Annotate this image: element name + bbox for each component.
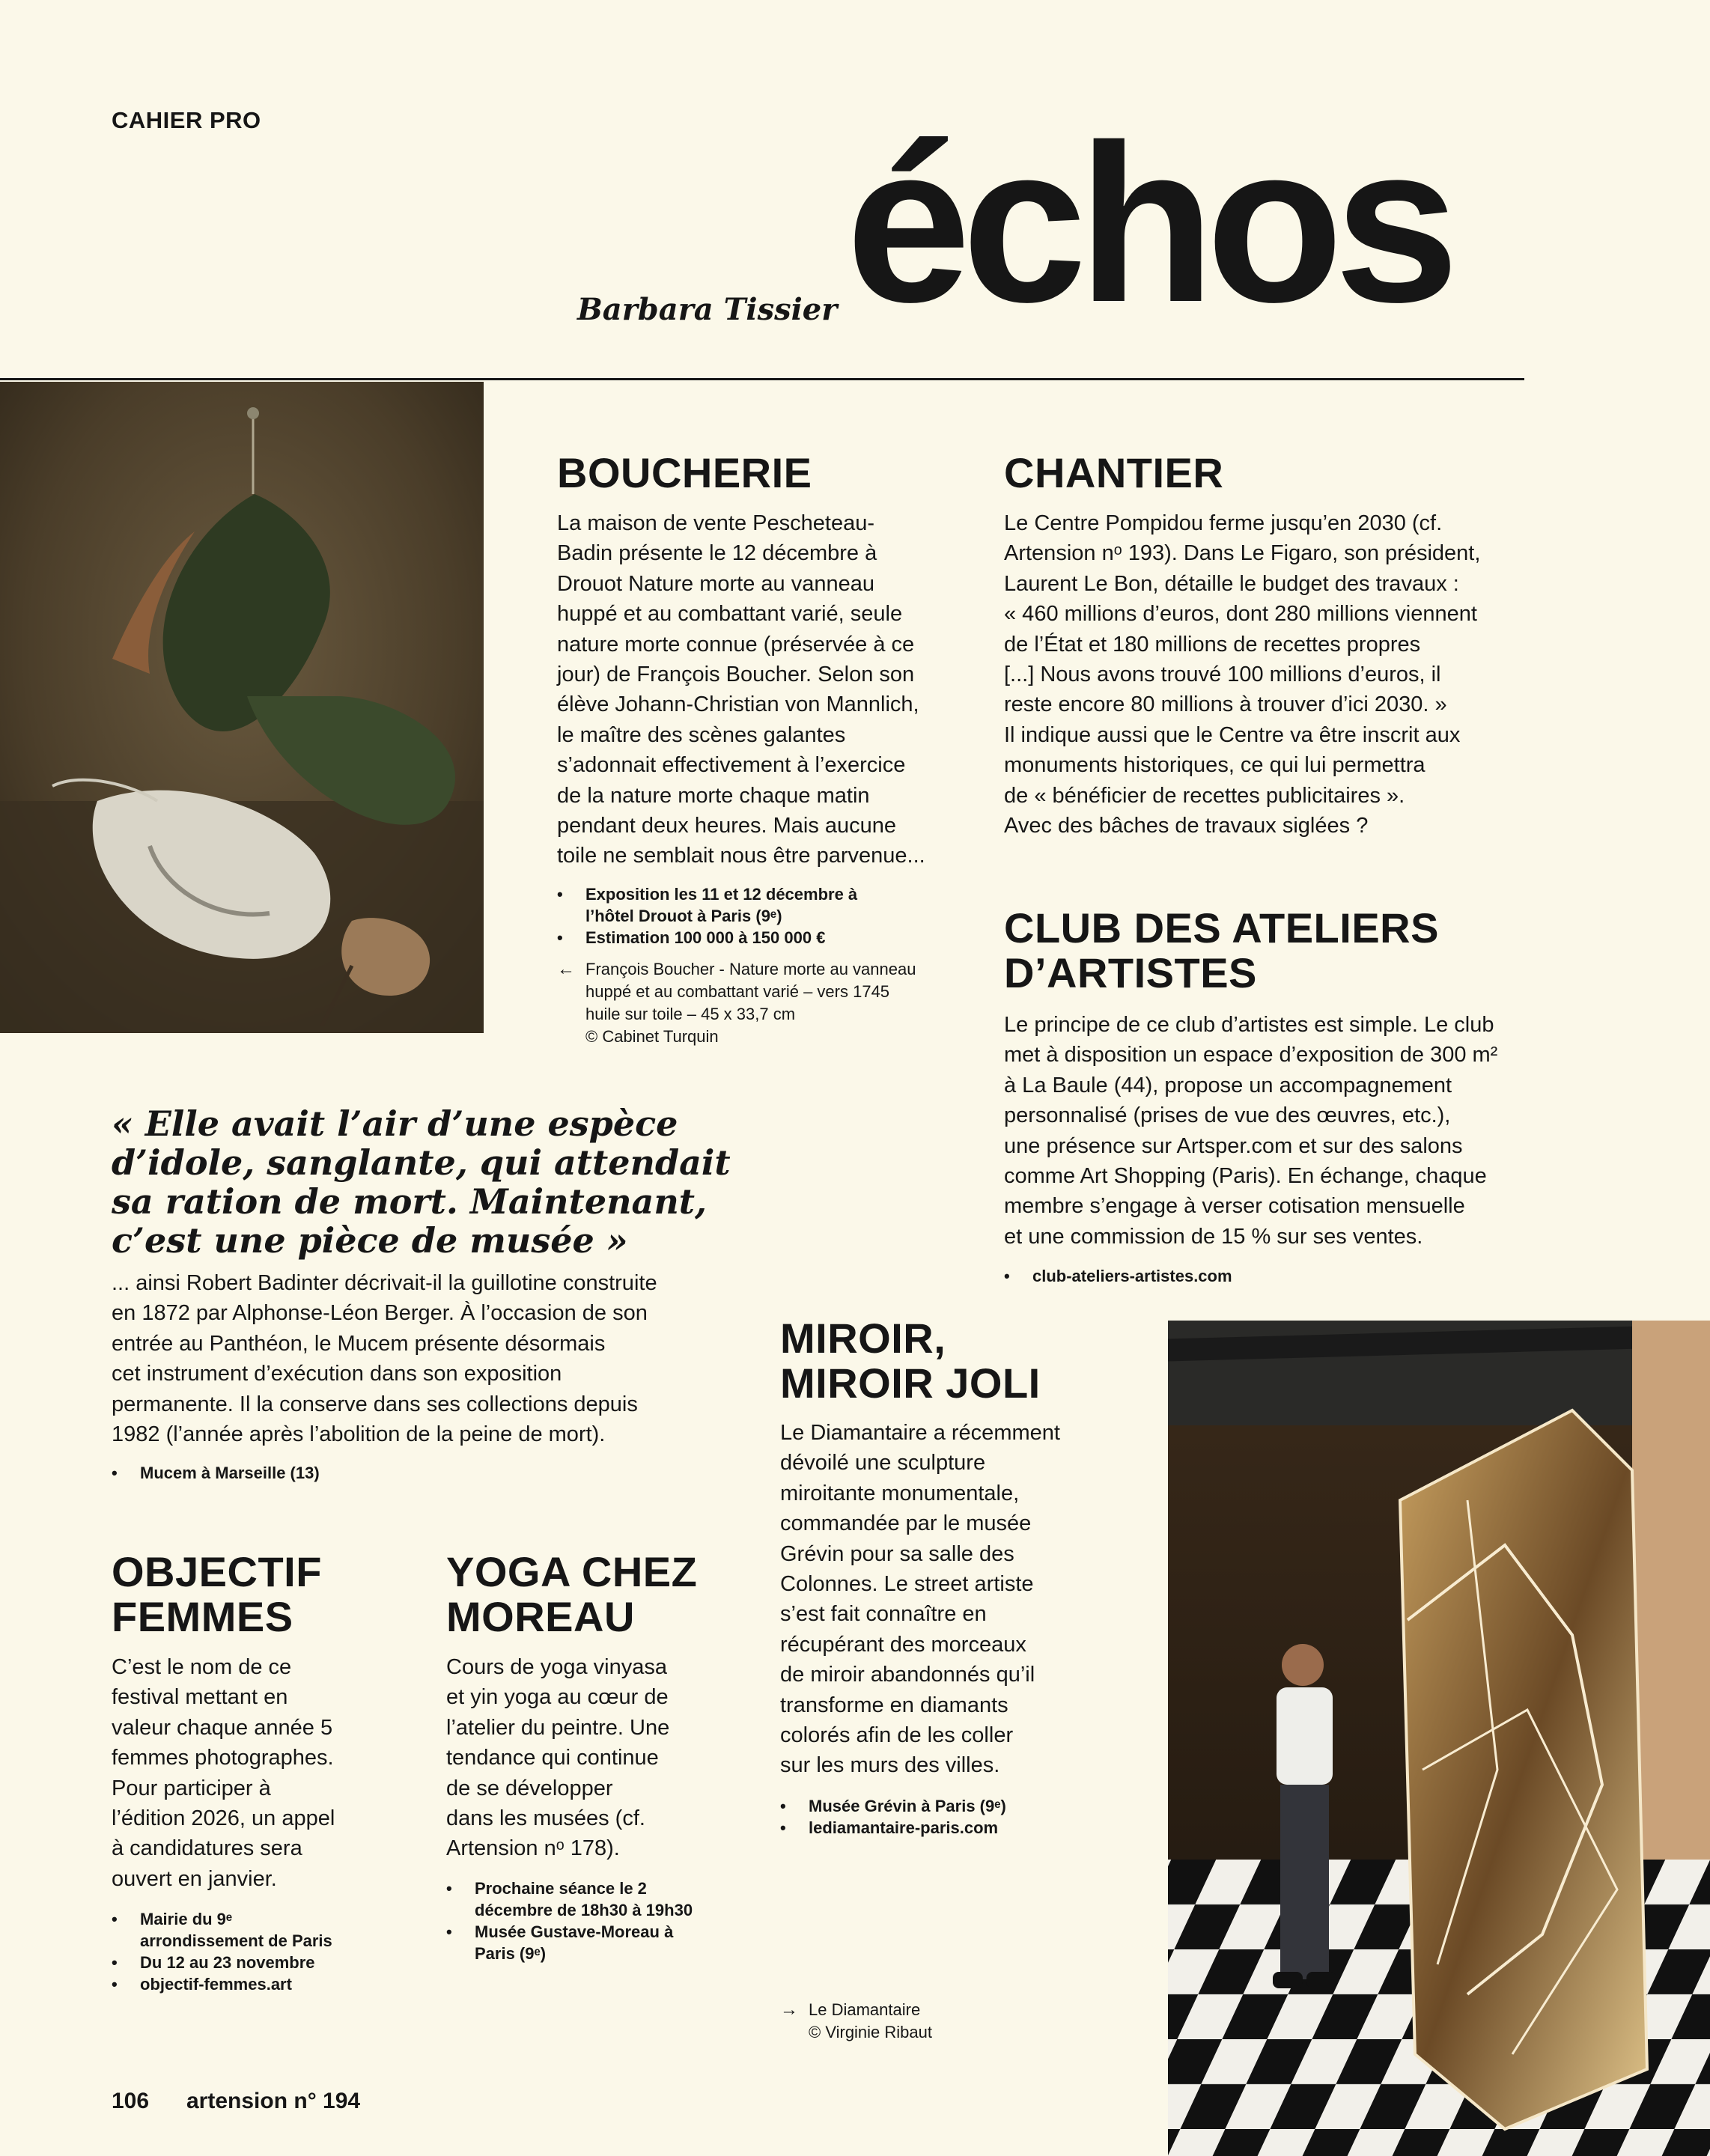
list-item: • Mairie du 9ᵉ arrondissement de Paris — [112, 1908, 359, 1952]
quote-info-list — [112, 1462, 561, 1484]
list-item: • Mucem à Marseille (13) — [112, 1462, 561, 1484]
photo-caption: → Le Diamantaire © Virginie Ribaut — [780, 2000, 932, 2041]
pull-quote: « Elle avait l’air d’une espèce d’idole, sanglante, qui attendait sa ration de mort. Maintenant, c’est une pièce de musée » — [112, 1103, 731, 1261]
yoga-info-list — [446, 1878, 716, 1964]
objectif-body: C’est le nom de ce festival mettant en valeur chaque année 5 femmes photographes. Pour participer à l’édition 2026, un appel à candidatures sera ouvert en janvier. — [112, 1655, 335, 1891]
list-item: • objectif-femmes.art — [112, 1973, 359, 1995]
yoga-heading: YOGA CHEZ MOREAU — [446, 1548, 698, 1640]
chantier-body: Le Centre Pompidou ferme jusqu’en 2030 (cf. Artension nᵒ 193). Dans Le Figaro, son président, Laurent Le Bon, détaille le budget des travaux : « 460 millions d’euros, dont 280 millions viennent de l’État et 180 millions de recettes propres [...] Nous avons trouvé 100 millions d’euros, il reste encore 80 millions à trouver d’ici 2030. » Il indique aussi que le Centre va être inscrit aux monuments historiques, ce qui lui permettra de « bénéficier de recettes publicitaires ». Avec des bâches de travaux siglées ? — [1004, 511, 1481, 838]
page-title: échos — [846, 97, 1451, 349]
arrow-right-icon: → — [780, 2000, 798, 2020]
author-name: Barbara Tissier — [577, 292, 838, 327]
list-item: • Musée Grévin à Paris (9ᵉ) — [780, 1795, 1125, 1817]
club-body: Le principe de ce club d’artistes est simple. Le club met à disposition un espace d’exposition de 300 m² à La Baule (44), propose un accompagnement personnalisé (prises de vue des œuvres, etc.), une présence sur Artsper.com et sur des salons comme Art Shopping (Paris). En échange, chaque membre s’engage à verser cotisation mensuelle et une commission de 15 % sur ses ventes. — [1004, 1013, 1498, 1249]
photo-illustration — [1153, 1321, 1710, 2156]
list-item: • club-ateliers-artistes.com — [1004, 1265, 1453, 1287]
diamantaire-photo — [1153, 1321, 1710, 2156]
section-label: CAHIER PRO — [112, 107, 261, 133]
boucherie-body: La maison de vente Pescheteau- Badin présente le 12 décembre à Drouot Nature morte au vanneau huppé et au combattant varié, seule nature morte connue (préservée à ce jour) de François Boucher. Selon son élève Johann-Christian von Mannlich, le maître des scènes galantes s’adonnait effectivement à l’exercice de la nature morte chaque matin pendant deux heures. Mais aucune toile ne semblait nous être parvenue... — [557, 511, 925, 868]
header-rule — [0, 378, 1524, 380]
objectif-heading: OBJECTIF FEMMES — [112, 1548, 322, 1640]
boucherie-heading: BOUCHERIE — [557, 449, 812, 496]
arrow-left-icon: ← — [557, 959, 575, 979]
painting-illustration — [0, 382, 484, 1033]
miroir-body: Le Diamantaire a récemment dévoilé une sculpture miroitante monumentale, commandée par le musée Grévin pour sa salle des Colonnes. Le street artiste s’est fait connaître en récupérant des morceaux de miroir abandonnés qu’il transforme en diamants colorés afin de les coller sur les murs des villes. — [780, 1421, 1060, 1778]
painting-caption: ← François Boucher - Nature morte au vanneau huppé et au combattant varié – vers 1745 huile sur toile – 45 x 33,7 cm © Cabinet Turquin — [557, 959, 916, 1046]
objectif-info-list — [112, 1908, 359, 1995]
list-item: • Musée Gustave-Moreau à Paris (9ᵉ) — [446, 1921, 716, 1964]
list-item: • Estimation 100 000 à 150 000 € — [557, 927, 871, 948]
chantier-heading: CHANTIER — [1004, 449, 1224, 496]
magazine-issue: artension n° 194 — [186, 2089, 361, 2113]
boucherie-info-list — [557, 883, 871, 948]
list-item: • Exposition les 11 et 12 décembre à l’hôtel Drouot à Paris (9ᵉ) — [557, 883, 871, 927]
page-number: 106 — [112, 2089, 150, 2113]
list-item: • Prochaine séance le 2 décembre de 18h30 à 19h30 — [446, 1878, 716, 1921]
list-item: • lediamantaire-paris.com — [780, 1817, 1125, 1839]
quote-body: ... ainsi Robert Badinter décrivait-il la guillotine construite en 1872 par Alphonse-Léon Berger. À l’occasion de son entrée au Panthéon, le Mucem présente désormais cet instrument d’exécution dans son exposition permanente. Il la conserve dans ses collections depuis 1982 (l’année après l’abolition de la peine de mort). — [112, 1271, 657, 1447]
painting-image — [0, 382, 484, 1033]
miroir-info-list — [780, 1795, 1125, 1839]
club-heading: CLUB DES ATELIERS D’ARTISTES — [1004, 904, 1439, 996]
yoga-body: Cours de yoga vinyasa et yin yoga au cœur de l’atelier du peintre. Une tendance qui continue de se développer dans les musées (cf. Artension nᵒ 178). — [446, 1655, 670, 1861]
miroir-heading: MIROIR, MIROIR JOLI — [780, 1315, 1041, 1407]
club-info-list — [1004, 1265, 1453, 1287]
list-item: • Du 12 au 23 novembre — [112, 1952, 359, 1973]
